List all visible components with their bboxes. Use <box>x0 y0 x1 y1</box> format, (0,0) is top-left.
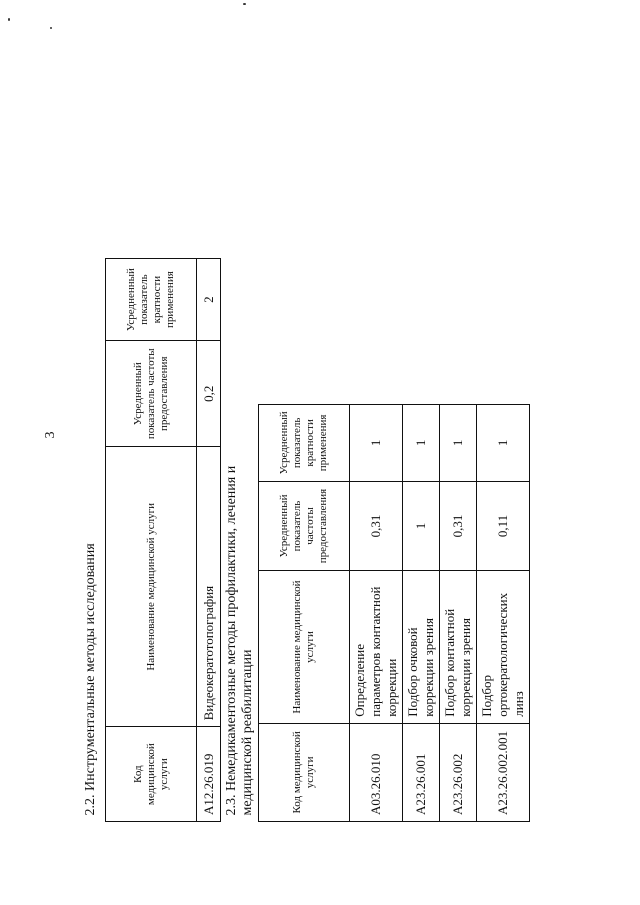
header-frequency: Усредненный показатель частоты предоставления <box>259 481 350 571</box>
service-code: A03.26.010 <box>350 723 403 821</box>
table-row <box>403 405 440 822</box>
service-code: A23.26.002.001 <box>477 723 530 821</box>
multiplicity-value: 1 <box>440 405 477 482</box>
header-code: Код медицинской услуги <box>259 723 350 821</box>
page-number: 3 <box>43 431 58 439</box>
header-row <box>106 259 197 822</box>
header-frequency: Усредненный показатель частоты предоставления <box>106 341 197 447</box>
table-row <box>477 405 530 822</box>
multiplicity-value: 1 <box>403 405 440 482</box>
service-code: A23.26.002 <box>440 723 477 821</box>
service-name: Подбор контактной коррекции зрения <box>440 571 477 723</box>
frequency-value: 0,2 <box>197 341 221 447</box>
frequency-value: 0,11 <box>477 481 530 571</box>
multiplicity-value: 2 <box>197 259 221 341</box>
section-2-3-block <box>222 404 530 822</box>
header-code: Код медицинской услуги <box>106 727 197 822</box>
section-2-2-table <box>76 258 221 822</box>
scan-speck <box>243 3 246 5</box>
table-row <box>350 405 403 822</box>
service-name: Определение параметров контактной коррекции <box>350 571 403 723</box>
scan-speck <box>50 27 52 29</box>
frequency-value: 0,31 <box>350 481 403 571</box>
header-multiplicity: Усредненный показатель кратности применения <box>259 405 350 482</box>
section-2-2-block <box>76 258 221 822</box>
frequency-value: 1 <box>403 481 440 571</box>
table-row <box>440 405 477 822</box>
service-code: A12.26.019 <box>197 727 221 822</box>
section-2-3-title: 2.3. Немедикаментозные методы профилактики, лечения и медицинской реабилитации <box>222 405 259 822</box>
header-multiplicity: Усредненный показатель кратности применения <box>106 259 197 341</box>
section-2-3-table <box>222 404 530 822</box>
header-name: Наименование медицинской услуги <box>106 447 197 727</box>
multiplicity-value: 1 <box>477 405 530 482</box>
header-name: Наименование медицинской услуги <box>259 571 350 723</box>
table-row <box>197 259 221 822</box>
frequency-value: 0,31 <box>440 481 477 571</box>
service-name: Видеокератотопография <box>197 447 221 727</box>
header-row <box>259 405 350 822</box>
section-2-2-title: 2.2. Инструментальные методы исследования <box>76 259 106 822</box>
service-name: Подбор очковой коррекции зрения <box>403 571 440 723</box>
service-code: A23.26.001 <box>403 723 440 821</box>
scan-speck <box>8 18 10 21</box>
service-name: Подбор ортокератологических линз <box>477 571 530 723</box>
multiplicity-value: 1 <box>350 405 403 482</box>
